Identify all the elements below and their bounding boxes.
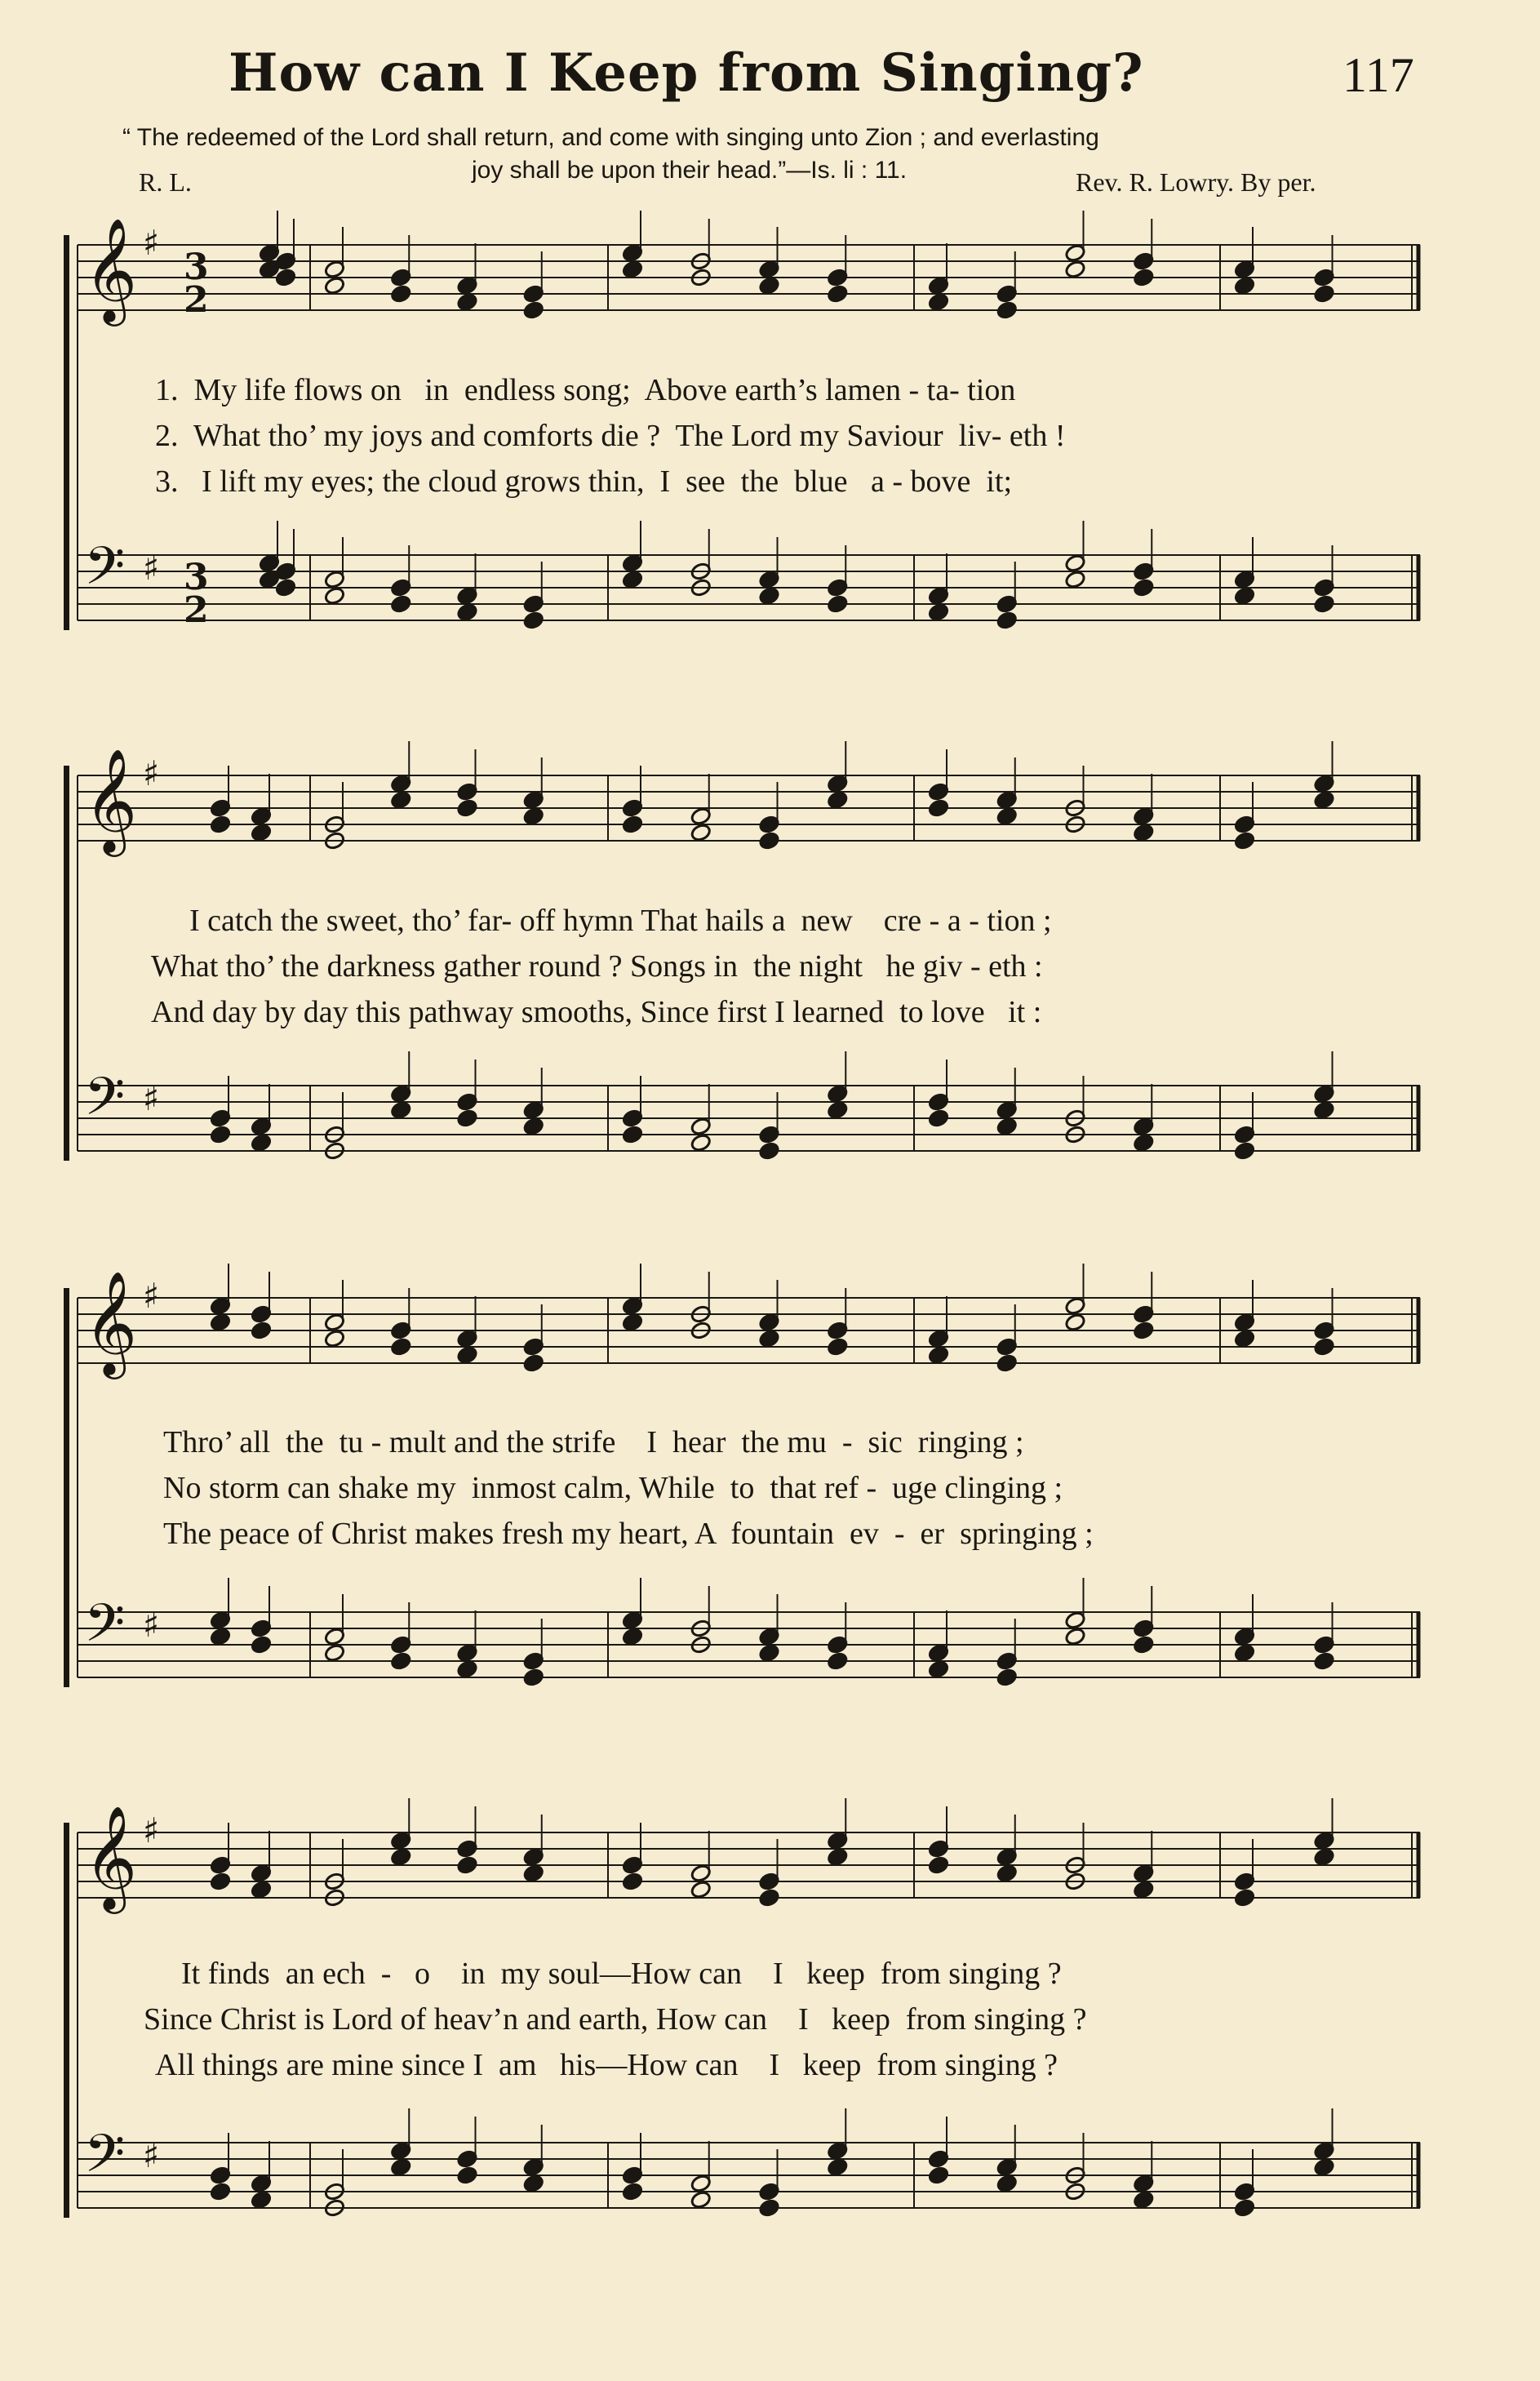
- note-head: [827, 790, 849, 810]
- note-head: [758, 1329, 780, 1348]
- note-head: [390, 1651, 412, 1671]
- note-head: [690, 823, 712, 842]
- note-head: [690, 1880, 712, 1899]
- note-head: [827, 594, 849, 614]
- system-bracket: [64, 235, 69, 630]
- note-head: [1313, 594, 1335, 614]
- note-head: [1234, 276, 1256, 295]
- treble-clef-icon: 𝄞: [84, 1270, 138, 1375]
- epigraph-line-1: “ The redeemed of the Lord shall return, and come with singing unto Zion ; and everlasting: [122, 124, 1099, 151]
- note-head: [251, 1321, 273, 1340]
- note-head: [456, 1345, 478, 1365]
- note-head: [1064, 570, 1086, 589]
- note-head: [622, 1313, 644, 1332]
- sharp-icon: ♯: [143, 1605, 160, 1645]
- note-head: [1133, 1321, 1155, 1340]
- note-head: [324, 276, 346, 295]
- note-head: [390, 2157, 412, 2177]
- note-head: [827, 1651, 849, 1671]
- lyric-line: 1. My life flows on in endless song; Above earth’s lamen - ta- tion: [155, 373, 1016, 407]
- note-head: [210, 1313, 232, 1332]
- note-head: [928, 1108, 950, 1128]
- note-head: [522, 611, 544, 630]
- note-head: [996, 1117, 1018, 1136]
- note-head: [210, 815, 232, 834]
- lyric-line: It finds an ech - o in my soul—How can I keep from singing ?: [181, 1957, 1062, 1991]
- note-head: [1313, 1651, 1335, 1671]
- treble-clef-icon: 𝄞: [84, 217, 138, 322]
- note-head: [456, 1108, 478, 1128]
- lyric-line: I catch the sweet, tho’ far- off hymn That hails a new cre - a - tion ;: [189, 904, 1052, 938]
- time-signature: 2: [184, 279, 209, 321]
- note-head: [928, 2166, 950, 2185]
- note-head: [210, 1627, 232, 1646]
- note-head: [390, 790, 412, 810]
- note-head: [928, 1659, 950, 1679]
- note-head: [622, 815, 644, 834]
- sharp-icon: ♯: [143, 1810, 160, 1850]
- system-bracket: [64, 766, 69, 1161]
- note-head: [690, 2190, 712, 2210]
- bass-clef-icon: 𝄢: [84, 536, 126, 610]
- note-head: [324, 586, 346, 606]
- lyric-line: No storm can shake my inmost calm, While to that ref - uge clinging ;: [163, 1471, 1063, 1505]
- note-head: [758, 276, 780, 295]
- note-head: [1133, 268, 1155, 287]
- note-head: [324, 1329, 346, 1348]
- note-head: [390, 284, 412, 304]
- note-head: [251, 1880, 273, 1899]
- note-head: [390, 1847, 412, 1867]
- note-head: [758, 831, 780, 851]
- note-head: [522, 1668, 544, 1687]
- page-number: 117: [1343, 48, 1414, 102]
- lyric-line: Since Christ is Lord of heav’n and earth, How can I keep from singing ?: [144, 2002, 1087, 2037]
- note-head: [390, 594, 412, 614]
- note-head: [522, 1863, 544, 1883]
- note-head: [456, 602, 478, 622]
- note-head: [928, 798, 950, 818]
- lyric-line: What tho’ the darkness gather round ? Songs in the night he giv - eth :: [151, 949, 1043, 984]
- time-signature: 3: [184, 247, 209, 288]
- note-head: [1234, 831, 1256, 851]
- note-head: [827, 284, 849, 304]
- note-head: [390, 1337, 412, 1357]
- note-head: [456, 1659, 478, 1679]
- note-head: [1313, 1100, 1335, 1120]
- note-head: [758, 1888, 780, 1908]
- treble-clef-icon: 𝄞: [84, 748, 138, 852]
- sharp-icon: ♯: [143, 1078, 160, 1118]
- note-head: [1064, 260, 1086, 279]
- note-head: [1313, 1337, 1335, 1357]
- note-head: [390, 1100, 412, 1120]
- note-head: [251, 1133, 273, 1153]
- lyric-line: Thro’ all the tu - mult and the strife I hear the mu - sic ringing ;: [163, 1425, 1024, 1459]
- note-head: [1133, 1635, 1155, 1655]
- note-head: [1064, 1313, 1086, 1332]
- note-head: [210, 1125, 232, 1144]
- note-head: [996, 611, 1018, 630]
- time-signature: 2: [184, 589, 209, 631]
- note-head: [1234, 586, 1256, 606]
- note-head: [1234, 1888, 1256, 1908]
- note-head: [928, 602, 950, 622]
- bass-clef-icon: 𝄢: [84, 2124, 126, 2197]
- treble-clef-icon: 𝄞: [84, 1805, 138, 1909]
- note-head: [1313, 2157, 1335, 2177]
- note-head: [928, 1345, 950, 1365]
- note-head: [1313, 790, 1335, 810]
- note-head: [996, 806, 1018, 826]
- note-head: [622, 570, 644, 589]
- note-head: [758, 1643, 780, 1663]
- note-head: [1133, 578, 1155, 597]
- lyric-line: 2. What tho’ my joys and comforts die ? The Lord my Saviour liv- eth !: [155, 419, 1066, 453]
- note-head: [758, 1141, 780, 1161]
- note-head: [251, 2190, 273, 2210]
- note-head: [1234, 1141, 1256, 1161]
- time-signature: 3: [184, 557, 209, 598]
- sharp-icon: ♯: [143, 548, 160, 588]
- note-head: [928, 1855, 950, 1875]
- system-bracket: [64, 1823, 69, 2218]
- note-head: [251, 1635, 273, 1655]
- lyric-line: The peace of Christ makes fresh my heart, A fountain ev - er springing ;: [163, 1517, 1094, 1551]
- note-head: [522, 806, 544, 826]
- note-head: [622, 1627, 644, 1646]
- system-bracket: [64, 1288, 69, 1687]
- author-initials: R. L.: [139, 167, 192, 197]
- note-head: [622, 1125, 644, 1144]
- note-head: [996, 1668, 1018, 1687]
- note-head: [1133, 1133, 1155, 1153]
- sharp-icon: ♯: [143, 753, 160, 793]
- note-head: [996, 1863, 1018, 1883]
- note-head: [996, 2174, 1018, 2193]
- note-head: [210, 1872, 232, 1891]
- note-head: [827, 1337, 849, 1357]
- note-head: [522, 300, 544, 320]
- note-head: [522, 2174, 544, 2193]
- epigraph-line-2: joy shall be upon their head.”—Is. li : 11.: [472, 157, 908, 184]
- note-head: [1313, 1847, 1335, 1867]
- note-head: [1133, 823, 1155, 842]
- lyric-line: 3. I lift my eyes; the cloud grows thin, I see the blue a - bove it;: [155, 464, 1013, 499]
- hymn-title: How can I Keep from Singing?: [229, 42, 1144, 104]
- note-head: [456, 1855, 478, 1875]
- bass-clef-icon: 𝄢: [84, 1593, 126, 1667]
- note-head: [324, 1643, 346, 1663]
- sharp-icon: ♯: [143, 2135, 160, 2175]
- note-head: [622, 2182, 644, 2201]
- note-head: [690, 1133, 712, 1153]
- note-head: [996, 300, 1018, 320]
- note-head: [456, 292, 478, 312]
- lyric-line: All things are mine since I am his—How can I keep from singing ?: [155, 2048, 1058, 2082]
- note-head: [522, 1353, 544, 1373]
- note-head: [622, 260, 644, 279]
- note-head: [1234, 1643, 1256, 1663]
- note-head: [1234, 1329, 1256, 1348]
- note-head: [456, 2166, 478, 2185]
- composer-credit: Rev. R. Lowry. By per.: [1076, 167, 1316, 197]
- note-head: [522, 1117, 544, 1136]
- note-head: [827, 2157, 849, 2177]
- note-head: [210, 2182, 232, 2201]
- note-head: [456, 798, 478, 818]
- note-head: [1133, 2190, 1155, 2210]
- note-head: [1234, 2198, 1256, 2218]
- sharp-icon: ♯: [143, 1276, 160, 1316]
- bass-clef-icon: 𝄢: [84, 1067, 126, 1140]
- note-head: [1313, 284, 1335, 304]
- note-head: [827, 1847, 849, 1867]
- note-head: [1133, 1880, 1155, 1899]
- lyric-line: And day by day this pathway smooths, Since first I learned to love it :: [151, 995, 1042, 1029]
- note-head: [827, 1100, 849, 1120]
- note-head: [928, 292, 950, 312]
- note-head: [758, 586, 780, 606]
- note-head: [622, 1872, 644, 1891]
- note-head: [251, 823, 273, 842]
- note-head: [996, 1353, 1018, 1373]
- note-head: [1064, 1627, 1086, 1646]
- note-head: [758, 2198, 780, 2218]
- sharp-icon: ♯: [143, 223, 160, 263]
